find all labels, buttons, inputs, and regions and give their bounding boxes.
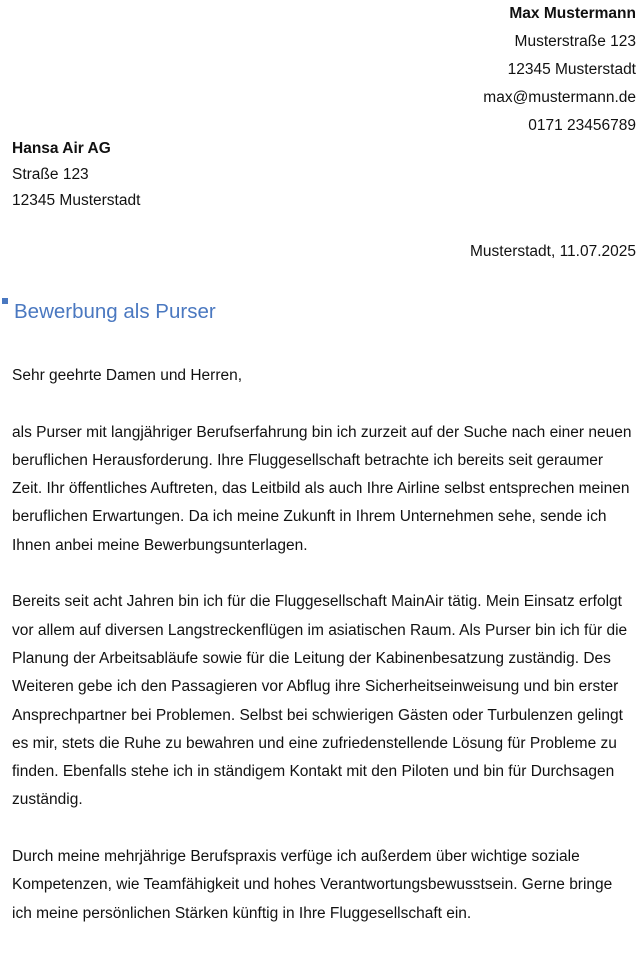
letter-subject: Bewerbung als Purser (14, 300, 216, 323)
sender-city: 12345 Musterstadt (507, 61, 636, 78)
subject-marker (2, 298, 8, 304)
recipient-address (12, 136, 140, 214)
recipient-city: 12345 Musterstadt (12, 192, 141, 209)
paragraph-1: als Purser mit langjähriger Berufserfahrung bin ich zurzeit auf der Suche nach einer neuen beruflichen Herausforderung. Ihre Fluggesellschaft betrachte ich bereits seit geraumer Zeit. Ihr öffentliches Auftreten, das Leitbild als auch Ihre Airline selbst entsprechen meinen beruflichen Erwartungen. Da ich meine Zukunft in Ihrem Unternehmen sehe, sende ich Ihnen anbei meine Bewerbungsunterlagen. (12, 423, 632, 554)
recipient-company: Hansa Air AG (12, 140, 111, 157)
sender-email: max@mustermann.de (483, 89, 636, 106)
sender-address (483, 0, 636, 140)
paragraph-2: Bereits seit acht Jahren bin ich für die Fluggesellschaft MainAir tätig. Mein Einsatz erfolgt vor allem auf diversen Langstreckenflügen im asiatischen Raum. Als Purser bin ich für die Planung der Arbeitsabläufe sowie für die Leitung der Kabinenbesatzung zuständig. Des Weiteren gebe ich den Passagieren vor Abflug ihre Sicherheitseinweisung und bin erster Ansprechpartner bei Problemen. Selbst bei schwierigen Gästen oder Turbulenzen gelingt es mir, stets die Ruhe zu bewahren und eine zufriedenstellende Lösung für Probleme zu finden. Ebenfalls stehe ich in ständigem Kontakt mit den Piloten und bin für Durchsagen zuständig. (12, 593, 628, 809)
sender-name: Max Mustermann (509, 5, 636, 22)
sender-phone: 0171 23456789 (528, 117, 636, 134)
recipient-street: Straße 123 (12, 166, 89, 183)
sender-street: Musterstraße 123 (514, 33, 636, 50)
salutation: Sehr geehrte Damen und Herren, (12, 367, 243, 384)
paragraph-3: Durch meine mehrjährige Berufspraxis verfüge ich außerdem über wichtige soziale Kompetenzen, wie Teamfähigkeit und hohes Verantwortungsbewusstsein. Gerne bringe ich meine persönlichen Stärken künftig in Ihre Fluggesellschaft ein. (12, 848, 613, 922)
letter-date: Musterstadt, 11.07.2025 (469, 243, 636, 260)
letter-body (12, 362, 636, 956)
